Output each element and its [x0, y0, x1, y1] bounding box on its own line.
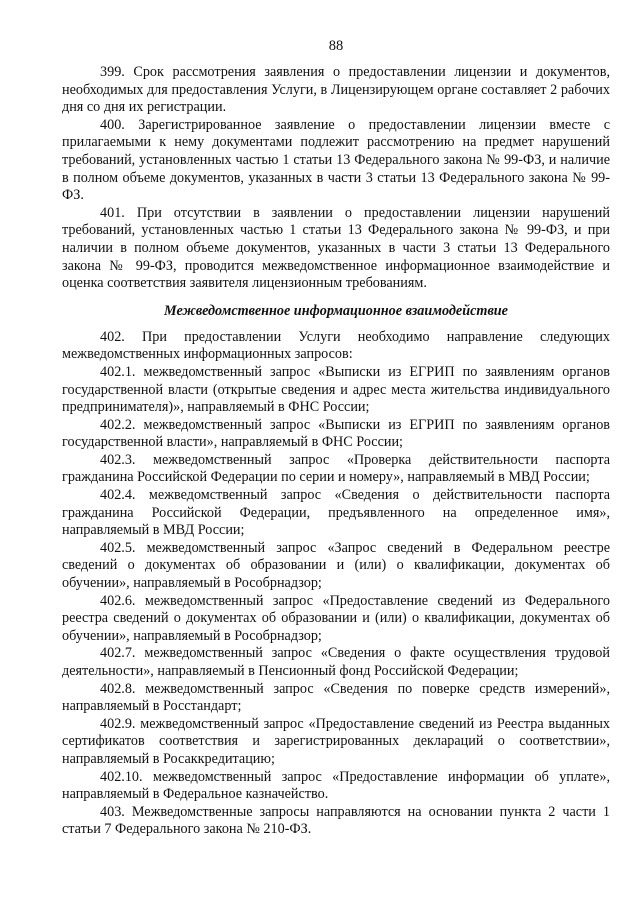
- paragraph-402-3: 402.3. межведомственный запрос «Проверка действительности паспорта гражданина Российской Федерации по серии и номеру», направляемый в МВД России;: [62, 451, 610, 486]
- paragraph-402-4: 402.4. межведомственный запрос «Сведения о действительности паспорта гражданина Российской Федерации, предъявленного на определенное имя», направляемый в МВД России;: [62, 487, 610, 539]
- paragraph-402-7: 402.7. межведомственный запрос «Сведения о факте осуществления трудовой деятельности», направляемый в Пенсионный фонд Российской Федерации;: [62, 645, 610, 679]
- paragraph-402-9: 402.9. межведомственный запрос «Предоставление сведений из Реестра выданных сертификатов соответствия и зарегистрированных деклараций о соответствии», направляемый в Росаккредитацию;: [62, 715, 610, 767]
- page-number: 88: [328, 38, 344, 54]
- paragraph-402-1: 402.1. межведомственный запрос «Выписки из ЕГРИП по заявлениям органов государственной власти (открытые сведения и адрес места жительства индивидуального предпринимателя)», направляемый в ФНС России;: [62, 363, 610, 416]
- paragraph-402-5: 402.5. межведомственный запрос «Запрос сведений в Федеральном реестре сведений о документах об образовании и (или) о квалификации, документах об обучении», направляемый в Рособрнадзор;: [62, 539, 610, 592]
- paragraph-402-10: 402.10. межведомственный запрос «Предоставление информации об уплате», направляемый в Федеральное казначейство.: [62, 768, 610, 803]
- document-page: [62, 36, 610, 839]
- paragraph-401: 401. При отсутствии в заявлении о предоставлении лицензии нарушений требований, установленных частью 1 статьи 13 Федерального закона № 99-ФЗ, и при наличии в полном объеме документов, указанных в части 3 статьи 13 Федерального закона № 99-ФЗ, проводится межведомственное информационное взаимодействие и оценка соответствия заявителя лицензионным требованиям.: [62, 204, 610, 292]
- paragraph-402-6: 402.6. межведомственный запрос «Предоставление сведений из Федерального реестра сведений о документах об образовании и (или) о квалификации, документах об обучении», направляемый в Рособрнадзор;: [62, 592, 610, 644]
- paragraph-400: 400. Зарегистрированное заявление о предоставлении лицензии вместе с прилагаемыми к нему документами подлежит рассмотрению на предмет нарушений требований, установленных частью 1 статьи 13 Федерального закона № 99-ФЗ, и наличие в полном объеме документов, указанных в части 3 статьи 13 Федерального закона № 99-ФЗ.: [62, 116, 610, 204]
- paragraph-402-2: 402.2. межведомственный запрос «Выписки из ЕГРИП по заявлениям органов государственной власти», направляемый в ФНС России;: [62, 416, 610, 451]
- paragraph-402: 402. При предоставлении Услуги необходимо направление следующих межведомственных информационных запросов:: [62, 328, 610, 363]
- section-heading: Межведомственное информационное взаимодействие: [164, 302, 508, 319]
- paragraph-402-8: 402.8. межведомственный запрос «Сведения по поверке средств измерений», направляемый в Росстандарт;: [62, 680, 610, 715]
- paragraph-403: 403. Межведомственные запросы направляются на основании пункта 2 части 1 статьи 7 Федерального закона № 210-ФЗ.: [62, 803, 610, 838]
- paragraph-399: 399. Срок рассмотрения заявления о предоставлении лицензии и документов, необходимых для предоставления Услуги, в Лицензирующем органе составляет 2 рабочих дня со дня их регистрации.: [62, 64, 610, 116]
